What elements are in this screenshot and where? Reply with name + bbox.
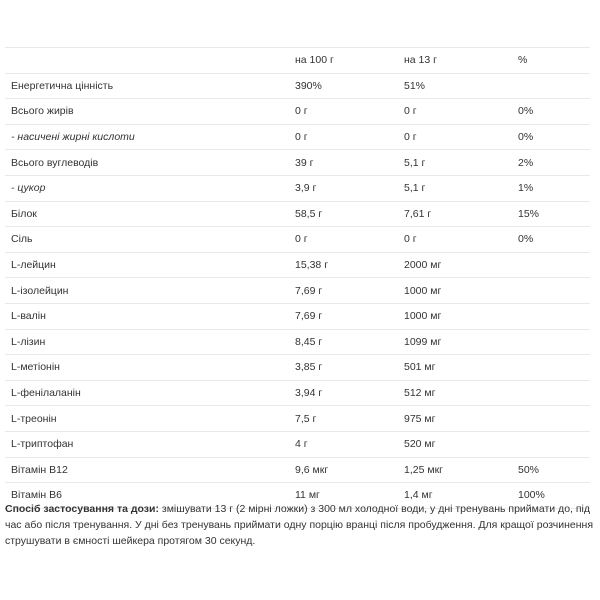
header-name	[5, 48, 289, 74]
table-row	[5, 227, 590, 253]
value-per-100g: 8,45 г	[289, 329, 398, 355]
value-percent	[512, 73, 590, 99]
header-per-13g: на 13 г	[398, 48, 512, 74]
value-per-100g: 0 г	[289, 124, 398, 150]
value-per-100g: 3,94 г	[289, 380, 398, 406]
value-percent	[512, 252, 590, 278]
nutrient-name: Всього вуглеводів	[5, 150, 289, 176]
value-per-100g: 9,6 мкг	[289, 457, 398, 483]
value-percent: 50%	[512, 457, 590, 483]
value-per-13g: 0 г	[398, 227, 512, 253]
value-per-100g: 11 мг	[289, 483, 398, 509]
value-percent	[512, 380, 590, 406]
nutrient-name: Сіль	[5, 227, 289, 253]
table-header-row	[5, 48, 590, 74]
nutrient-name: Всього жирів	[5, 99, 289, 125]
nutrient-name: L-метіонін	[5, 355, 289, 381]
value-per-100g: 58,5 г	[289, 201, 398, 227]
header-per-100g: на 100 г	[289, 48, 398, 74]
usage-text: змішувати 13 г (2 мірні ложки) з 300 мл холодної води, у дні тренувань приймати до, під час або після тренування. У дні без тренувань приймати одну порцію вранці після пробудження. Для кращої розчинення струшувати в ємності шейкера протягом 30 секунд.	[5, 503, 594, 547]
value-per-100g: 7,69 г	[289, 303, 398, 329]
nutrition-table	[5, 47, 590, 509]
table-row	[5, 150, 590, 176]
nutrient-name: L-лізин	[5, 329, 289, 355]
table-row	[5, 175, 590, 201]
usage-label: Спосіб застосування та дози:	[5, 503, 159, 515]
nutrient-name: L-ізолейцин	[5, 278, 289, 304]
value-per-13g: 1000 мг	[398, 278, 512, 304]
value-per-13g: 5,1 г	[398, 150, 512, 176]
value-per-13g: 501 мг	[398, 355, 512, 381]
table-row	[5, 355, 590, 381]
nutrient-name: Білок	[5, 201, 289, 227]
value-per-13g: 2000 мг	[398, 252, 512, 278]
nutrient-name: - насичені жирні кислоти	[5, 124, 289, 150]
value-per-13g: 975 мг	[398, 406, 512, 432]
value-per-13g: 0 г	[398, 124, 512, 150]
table-row	[5, 73, 590, 99]
value-per-100g: 15,38 г	[289, 252, 398, 278]
value-percent: 15%	[512, 201, 590, 227]
table-row	[5, 380, 590, 406]
value-per-13g: 51%	[398, 73, 512, 99]
value-percent: 2%	[512, 150, 590, 176]
value-per-100g: 0 г	[289, 99, 398, 125]
table-row	[5, 252, 590, 278]
value-per-100g: 7,69 г	[289, 278, 398, 304]
value-per-13g: 0 г	[398, 99, 512, 125]
table-row	[5, 201, 590, 227]
value-per-13g: 5,1 г	[398, 175, 512, 201]
value-per-100g: 0 г	[289, 227, 398, 253]
value-percent: 0%	[512, 99, 590, 125]
value-per-100g: 4 г	[289, 431, 398, 457]
header-percent: %	[512, 48, 590, 74]
nutrient-name: Енергетична цінність	[5, 73, 289, 99]
value-per-13g: 1,4 мг	[398, 483, 512, 509]
nutrient-name: L-лейцин	[5, 252, 289, 278]
nutrition-table-container	[5, 47, 590, 509]
value-per-100g: 3,9 г	[289, 175, 398, 201]
value-per-100g: 3,85 г	[289, 355, 398, 381]
table-row	[5, 457, 590, 483]
value-percent: 100%	[512, 483, 590, 509]
value-percent	[512, 303, 590, 329]
value-per-100g: 390%	[289, 73, 398, 99]
value-per-13g: 1000 мг	[398, 303, 512, 329]
value-percent	[512, 355, 590, 381]
nutrient-name: L-треонін	[5, 406, 289, 432]
value-per-13g: 1,25 мкг	[398, 457, 512, 483]
value-percent	[512, 406, 590, 432]
table-row	[5, 406, 590, 432]
table-row	[5, 99, 590, 125]
nutrient-name: L-фенілаланін	[5, 380, 289, 406]
usage-instructions	[5, 501, 593, 549]
value-per-13g: 7,61 г	[398, 201, 512, 227]
table-row	[5, 278, 590, 304]
value-per-100g: 7,5 г	[289, 406, 398, 432]
value-per-13g: 1099 мг	[398, 329, 512, 355]
value-percent	[512, 431, 590, 457]
value-per-13g: 520 мг	[398, 431, 512, 457]
table-row	[5, 303, 590, 329]
nutrient-name: L-триптофан	[5, 431, 289, 457]
table-row	[5, 431, 590, 457]
value-percent	[512, 278, 590, 304]
value-percent: 0%	[512, 124, 590, 150]
table-row	[5, 124, 590, 150]
nutrient-name: L-валін	[5, 303, 289, 329]
nutrient-name: Вітамін В6	[5, 483, 289, 509]
table-row	[5, 329, 590, 355]
value-percent: 0%	[512, 227, 590, 253]
nutrient-name: - цукор	[5, 175, 289, 201]
value-per-13g: 512 мг	[398, 380, 512, 406]
nutrient-name: Вітамін В12	[5, 457, 289, 483]
value-percent	[512, 329, 590, 355]
value-per-100g: 39 г	[289, 150, 398, 176]
value-percent: 1%	[512, 175, 590, 201]
